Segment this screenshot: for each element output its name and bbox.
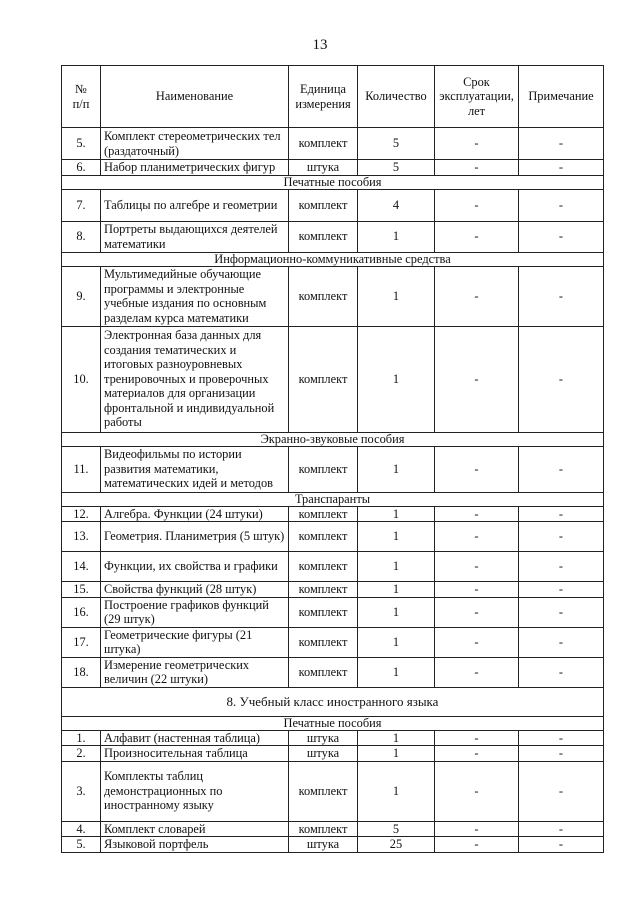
row-term: - — [435, 266, 519, 326]
row-name: Комплект стереометрических тел (раздаточный) — [101, 128, 289, 160]
row-note: - — [519, 189, 604, 221]
row-quantity: 4 — [358, 189, 435, 221]
table-row — [62, 627, 604, 657]
row-unit: комплект — [289, 189, 358, 221]
row-note: - — [519, 761, 604, 821]
row-term: - — [435, 627, 519, 657]
table-row — [62, 326, 604, 432]
row-unit: комплект — [289, 582, 358, 598]
row-term: - — [435, 128, 519, 160]
row-unit: штука — [289, 730, 358, 746]
row-number: 14. — [62, 552, 101, 582]
row-quantity: 25 — [358, 837, 435, 853]
section-label: Экранно-звуковые пособия — [62, 432, 604, 446]
header-num: № п/п — [62, 66, 101, 128]
header-name: Наименование — [101, 66, 289, 128]
table-row — [62, 657, 604, 687]
row-name: Мультимедийные обучающие программы и электронные учебные издания по основным разделам курса математики — [101, 266, 289, 326]
row-name: Комплект словарей — [101, 821, 289, 837]
row-name: Геометрические фигуры (21 штука) — [101, 627, 289, 657]
row-note: - — [519, 746, 604, 762]
row-note: - — [519, 446, 604, 492]
subsection-heading — [62, 252, 604, 266]
row-term: - — [435, 821, 519, 837]
table-row — [62, 446, 604, 492]
row-quantity: 1 — [358, 582, 435, 598]
row-name: Набор планиметрических фигур — [101, 160, 289, 176]
row-number: 9. — [62, 266, 101, 326]
row-quantity: 1 — [358, 446, 435, 492]
row-name: Комплекты таблиц демонстрационных по иностранному языку — [101, 761, 289, 821]
row-note: - — [519, 160, 604, 176]
row-unit: комплект — [289, 326, 358, 432]
row-term: - — [435, 326, 519, 432]
row-quantity: 1 — [358, 761, 435, 821]
row-quantity: 1 — [358, 746, 435, 762]
row-note: - — [519, 522, 604, 552]
row-note: - — [519, 657, 604, 687]
row-name: Языковой портфель — [101, 837, 289, 853]
row-quantity: 1 — [358, 597, 435, 627]
row-number: 6. — [62, 160, 101, 176]
row-unit: комплект — [289, 266, 358, 326]
row-number: 15. — [62, 582, 101, 598]
row-unit: штука — [289, 160, 358, 176]
table-row — [62, 221, 604, 252]
header-term: Срок эксплуатации, лет — [435, 66, 519, 128]
table-row — [62, 189, 604, 221]
row-name: Измерение геометрических величин (22 штуки) — [101, 657, 289, 687]
row-note: - — [519, 597, 604, 627]
row-term: - — [435, 582, 519, 598]
page-number: 13 — [312, 37, 328, 53]
row-note: - — [519, 266, 604, 326]
table-row — [62, 266, 604, 326]
row-unit: комплект — [289, 821, 358, 837]
row-quantity: 5 — [358, 160, 435, 176]
section-label: Печатные пособия — [62, 175, 604, 189]
row-unit: штука — [289, 746, 358, 762]
table-row — [62, 761, 604, 821]
row-number: 12. — [62, 506, 101, 522]
row-quantity: 5 — [358, 821, 435, 837]
row-note: - — [519, 837, 604, 853]
row-term: - — [435, 446, 519, 492]
table-row — [62, 821, 604, 837]
row-unit: комплект — [289, 128, 358, 160]
row-term: - — [435, 761, 519, 821]
row-note: - — [519, 506, 604, 522]
row-note: - — [519, 326, 604, 432]
row-unit: комплект — [289, 446, 358, 492]
row-term: - — [435, 522, 519, 552]
row-term: - — [435, 189, 519, 221]
row-note: - — [519, 627, 604, 657]
row-unit: штука — [289, 837, 358, 853]
table-header-row — [62, 66, 604, 128]
row-note: - — [519, 552, 604, 582]
section-label: Информационно-коммуникативные средства — [62, 252, 604, 266]
row-quantity: 5 — [358, 128, 435, 160]
row-number: 18. — [62, 657, 101, 687]
row-name: Алгебра. Функции (24 штуки) — [101, 506, 289, 522]
row-quantity: 1 — [358, 627, 435, 657]
row-term: - — [435, 597, 519, 627]
row-term: - — [435, 160, 519, 176]
row-term: - — [435, 552, 519, 582]
table-row — [62, 837, 604, 853]
row-name: Видеофильмы по истории развития математики, математических идей и методов — [101, 446, 289, 492]
header-qty: Количество — [358, 66, 435, 128]
row-name: Электронная база данных для создания тематических и итоговых разноуровневых тренировочных и проверочных материалов для организации фронтальной и индивидуальной работы — [101, 326, 289, 432]
row-quantity: 1 — [358, 266, 435, 326]
row-number: 7. — [62, 189, 101, 221]
table-row — [62, 522, 604, 552]
row-term: - — [435, 506, 519, 522]
subsection-heading — [62, 492, 604, 506]
subsection-heading — [62, 175, 604, 189]
table-row — [62, 597, 604, 627]
row-quantity: 1 — [358, 221, 435, 252]
row-name: Построение графиков функций (29 штук) — [101, 597, 289, 627]
row-name: Геометрия. Планиметрия (5 штук) — [101, 522, 289, 552]
row-name: Произносительная таблица — [101, 746, 289, 762]
row-term: - — [435, 730, 519, 746]
row-unit: комплект — [289, 761, 358, 821]
section-label: Печатные пособия — [62, 716, 604, 730]
row-unit: комплект — [289, 657, 358, 687]
row-quantity: 1 — [358, 552, 435, 582]
row-quantity: 1 — [358, 326, 435, 432]
row-unit: комплект — [289, 597, 358, 627]
row-quantity: 1 — [358, 522, 435, 552]
section-label: Транспаранты — [62, 492, 604, 506]
table-row — [62, 160, 604, 176]
row-number: 5. — [62, 837, 101, 853]
header-note: Примечание — [519, 66, 604, 128]
row-number: 17. — [62, 627, 101, 657]
row-term: - — [435, 657, 519, 687]
row-number: 5. — [62, 128, 101, 160]
subsection-heading — [62, 716, 604, 730]
header-unit: Единица измерения — [289, 66, 358, 128]
row-quantity: 1 — [358, 730, 435, 746]
row-note: - — [519, 730, 604, 746]
row-name: Функции, их свойства и графики — [101, 552, 289, 582]
table-row — [62, 506, 604, 522]
row-number: 2. — [62, 746, 101, 762]
row-term: - — [435, 746, 519, 762]
row-note: - — [519, 821, 604, 837]
table-row — [62, 746, 604, 762]
row-note: - — [519, 221, 604, 252]
row-name: Свойства функций (28 штук) — [101, 582, 289, 598]
row-term: - — [435, 221, 519, 252]
row-term: - — [435, 837, 519, 853]
row-number: 4. — [62, 821, 101, 837]
row-number: 3. — [62, 761, 101, 821]
table-body — [62, 128, 604, 853]
subsection-heading — [62, 432, 604, 446]
table-row — [62, 582, 604, 598]
row-number: 8. — [62, 221, 101, 252]
row-name: Алфавит (настенная таблица) — [101, 730, 289, 746]
table-row — [62, 730, 604, 746]
row-name: Таблицы по алгебре и геометрии — [101, 189, 289, 221]
row-number: 11. — [62, 446, 101, 492]
row-number: 1. — [62, 730, 101, 746]
row-quantity: 1 — [358, 657, 435, 687]
row-note: - — [519, 128, 604, 160]
row-unit: комплект — [289, 506, 358, 522]
table-row — [62, 128, 604, 160]
row-quantity: 1 — [358, 506, 435, 522]
row-unit: комплект — [289, 221, 358, 252]
section-heading — [62, 687, 604, 716]
section-label: 8. Учебный класс иностранного языка — [62, 687, 604, 716]
row-number: 13. — [62, 522, 101, 552]
equipment-table — [61, 65, 604, 853]
row-name: Портреты выдающихся деятелей математики — [101, 221, 289, 252]
row-unit: комплект — [289, 522, 358, 552]
row-note: - — [519, 582, 604, 598]
row-number: 16. — [62, 597, 101, 627]
row-unit: комплект — [289, 552, 358, 582]
row-number: 10. — [62, 326, 101, 432]
row-unit: комплект — [289, 627, 358, 657]
table-row — [62, 552, 604, 582]
